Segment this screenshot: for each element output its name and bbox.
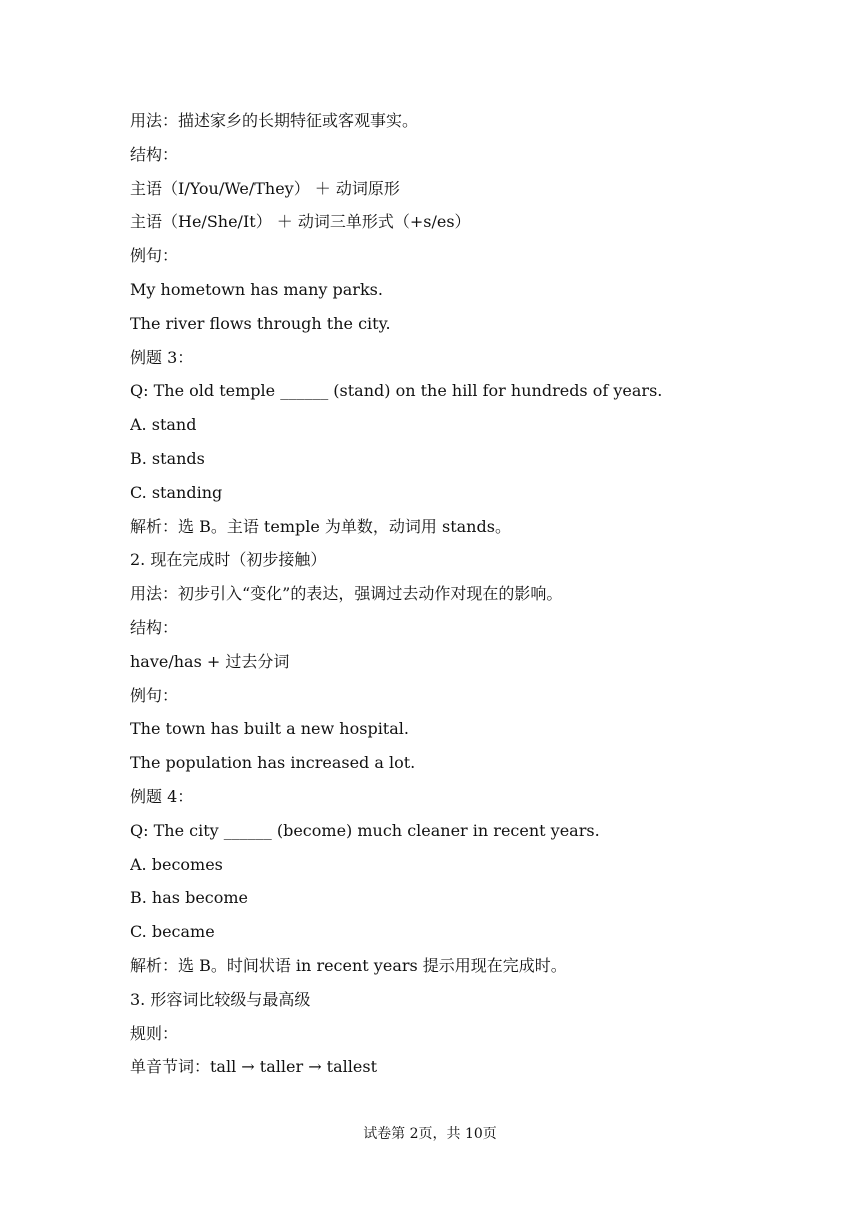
exercise-question: Q: The city ______ (become) much cleaner in recent years. [130, 820, 600, 840]
answer-explanation: 解析：选 B。时间状语 in recent years 提示用现在完成时。 [130, 955, 567, 975]
answer-option: A. stand [130, 415, 197, 435]
structure-heading: 结构： [130, 617, 179, 637]
example-sentence: The population has increased a lot. [130, 753, 416, 773]
usage-line: 用法：描述家乡的长期特征或客观事实。 [130, 111, 419, 130]
exercise-heading: 例题 3： [130, 347, 194, 367]
example-sentence: The river flows through the city. [130, 313, 391, 333]
section-heading: 3. 形容词比较级与最高级 [130, 989, 311, 1009]
answer-explanation: 解析：选 B。主语 temple 为单数，动词用 stands。 [130, 516, 511, 536]
example-sentence: My hometown has many parks. [130, 279, 383, 299]
rules-heading: 规则： [130, 1023, 179, 1043]
answer-option: A. becomes [130, 854, 223, 874]
example-heading: 例句： [130, 685, 179, 705]
structure-rule: 主语（He/She/It） ＋ 动词三单形式（+s/es） [130, 212, 471, 232]
structure-heading: 结构： [130, 144, 179, 164]
usage-line: 用法：初步引入“变化”的表达，强调过去动作对现在的影响。 [130, 584, 563, 604]
structure-rule: have/has + 过去分词 [130, 651, 290, 671]
answer-option: C. became [130, 922, 215, 942]
page-footer: 试卷第 2页，共 10页 [363, 1126, 497, 1142]
example-heading: 例句： [130, 246, 179, 266]
structure-rule: 主语（I/You/We/They） ＋ 动词原形 [130, 178, 400, 198]
page-content [130, 104, 770, 1084]
exercise-question: Q: The old temple ______ (stand) on the hill for hundreds of years. [130, 381, 663, 401]
answer-option: B. stands [130, 448, 205, 468]
example-sentence: The town has built a new hospital. [130, 719, 409, 739]
answer-option: B. has become [130, 888, 249, 908]
answer-option: C. standing [130, 482, 223, 502]
exercise-heading: 例题 4： [130, 786, 194, 806]
section-heading: 2. 现在完成时（初步接触） [130, 550, 327, 570]
rule-line: 单音节词：tall → taller → tallest [130, 1057, 377, 1077]
